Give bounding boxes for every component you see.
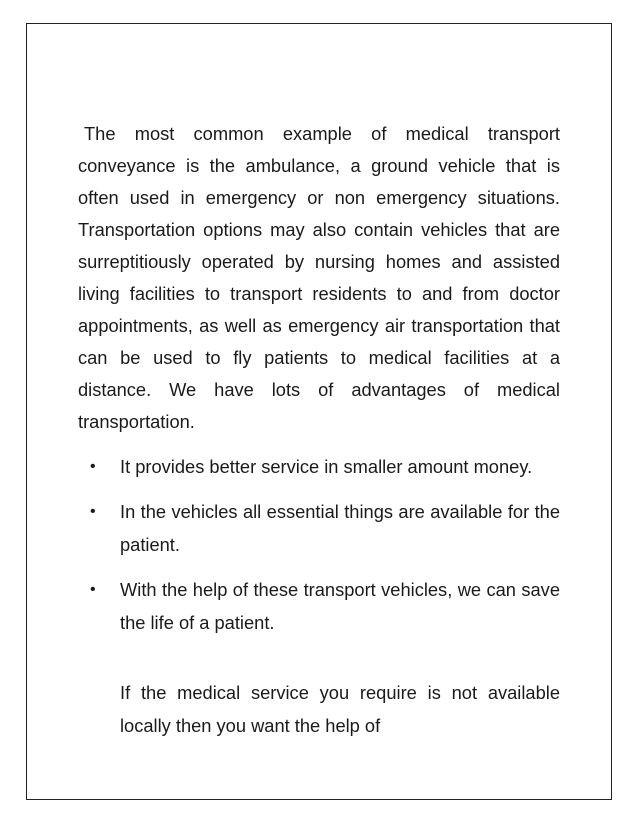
list-item xyxy=(90,573,560,639)
trailing-paragraph: If the medical service you require is not available locally then you want the help of xyxy=(120,682,560,736)
list-item-text: It provides better service in smaller amount money. xyxy=(120,456,533,477)
list-item-text: With the help of these transport vehicles, we can save the life of a patient. xyxy=(120,579,560,633)
bullet-icon: • xyxy=(90,503,96,520)
bullet-icon: • xyxy=(90,581,96,598)
advantages-list xyxy=(90,450,560,651)
list-item-text: In the vehicles all essential things are available for the patient. xyxy=(120,501,560,555)
body-paragraph: The most common example of medical transport conveyance is the ambulance, a ground vehicle that is often used in emergency or non emergency situations. Transportation options may also contain vehicles that are surreptitiously operated by nursing homes and assisted living facilities to transport residents to and from doctor appointments, as well as emergency air transportation that can be used to fly patients to medical facilities at a distance. We have lots of advantages of medical transportation. xyxy=(78,123,560,432)
list-item xyxy=(90,450,560,483)
bullet-icon: • xyxy=(90,458,96,475)
list-item xyxy=(90,495,560,561)
